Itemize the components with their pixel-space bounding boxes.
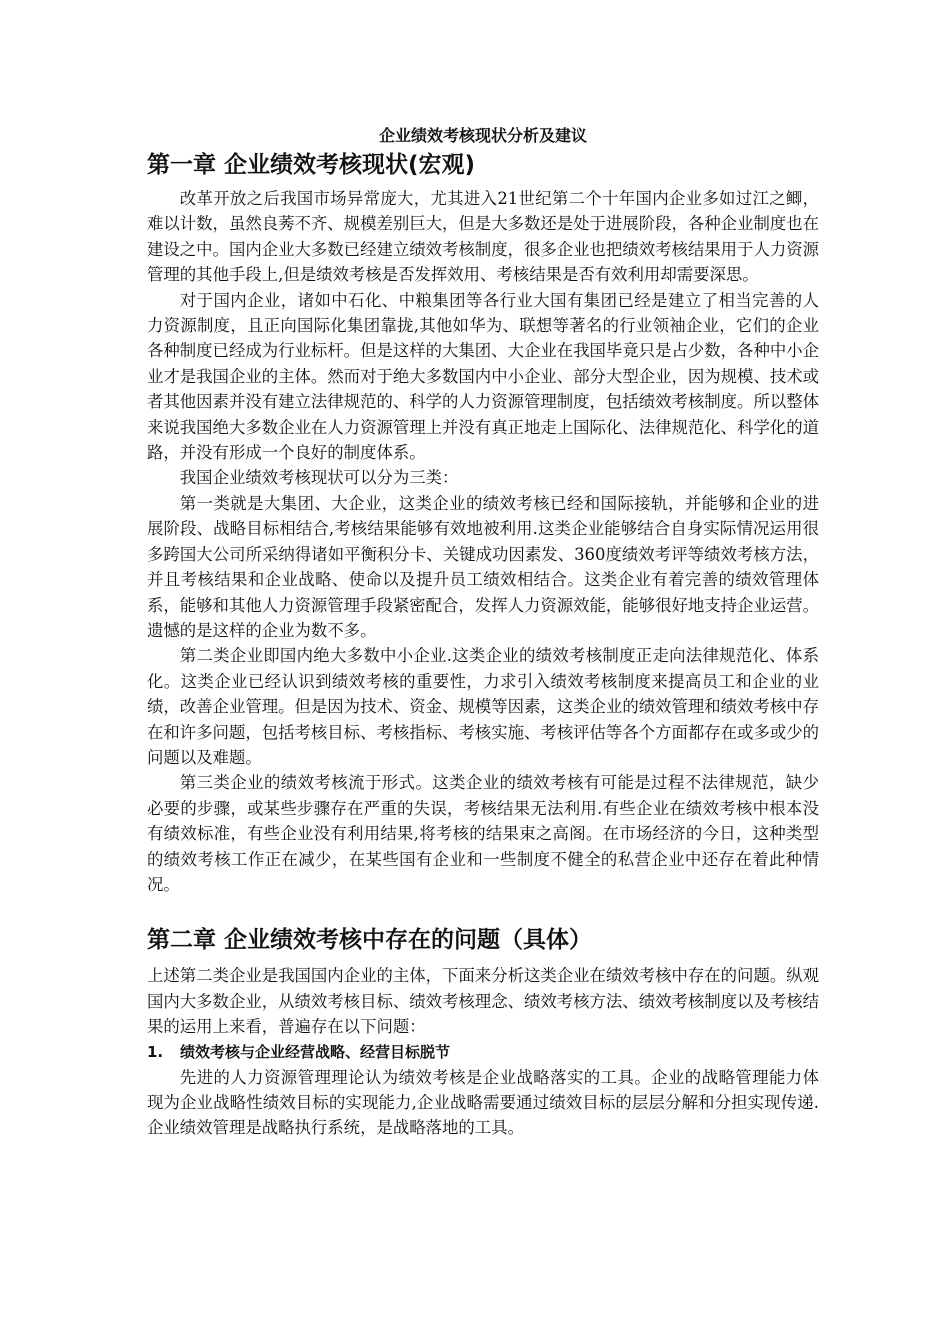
chapter-1-paragraph-1: 改革开放之后我国市场异常庞大，尤其进入21世纪第二个十年国内企业多如过江之鲫，难以计数，虽然良莠不齐、规模差别巨大，但是大多数还是处于进展阶段，各种企业制度也在建设之中。国内企业大多数已经建立绩效考核制度，很多企业也把绩效考核结果用于人力资源管理的其他手段上,但是绩效考核是否发挥效用、考核结果是否有效利用却需要深思。	[147, 189, 820, 285]
section-1-heading	[147, 1040, 819, 1065]
section-1-number: 1.	[147, 1042, 164, 1061]
chapter-1-paragraph-3: 我国企业绩效考核现状可以分为三类：	[179, 468, 459, 488]
chapter-2-intro: 上述第二类企业是我国国内企业的主体，下面来分析这类企业在绩效考核中存在的问题。纵观国内大多数企业，从绩效考核目标、绩效考核理念、绩效考核方法、绩效考核制度以及考核结果的运用上来看，普遍存在以下问题：	[147, 966, 820, 1037]
section-1-paragraph: 先进的人力资源管理理论认为绩效考核是企业战略落实的工具。企业的战略管理能力体现为企业战略性绩效目标的实现能力,企业战略需要通过绩效目标的层层分解和分担实现传递.企业绩效管理是战略执行系统，是战略落地的工具。	[147, 1067, 819, 1138]
chapter-1-paragraph-5: 第二类企业即国内绝大多数中小企业.这类企业的绩效考核制度正走向法律规范化、体系化。这类企业已经认识到绩效考核的重要性，力求引入绩效考核制度来提高员工和企业的业绩，改善企业管理。但是因为技术、资金、规模等因素，这类企业的绩效管理和绩效考核中存在和许多问题，包括考核目标、考核指标、考核实施、考核评估等各个方面都存在或多或少的问题以及难题。	[147, 646, 820, 767]
chapter-1-heading: 第一章 企业绩效考核现状(宏观)	[147, 152, 476, 178]
chapter-1-paragraph-4: 第一类就是大集团、大企业，这类企业的绩效考核已经和国际接轨，并能够和企业的进展阶段、战略目标相结合,考核结果能够有效地被利用.这类企业能够结合自身实际情况运用很多跨国大公司所采纳得诸如平衡积分卡、关键成功因素发、360度绩效考评等绩效考核方法，并且考核结果和企业战略、使命以及提升员工绩效相结合。这类企业有着完善的绩效管理体系，能够和其他人力资源管理手段紧密配合，发挥人力资源效能，能够很好地支持企业运营。遗憾的是这样的企业为数不多。	[147, 493, 820, 640]
document-title: 企业绩效考核现状分析及建议	[378, 126, 587, 145]
section-1-title: 绩效考核与企业经营战略、经营目标脱节	[180, 1042, 451, 1061]
chapter-1-paragraph-6: 第三类企业的绩效考核流于形式。这类企业的绩效考核有可能是过程不法律规范，缺少必要的步骤，或某些步骤存在严重的失误，考核结果无法利用.有些企业在绩效考核中根本没有绩效标准，有些企业没有利用结果,将考核的结果束之高阁。在市场经济的今日，这种类型的绩效考核工作正在减少，在某些国有企业和一些制度不健全的私营企业中还存在着此种情况。	[147, 773, 819, 894]
chapter-1-paragraph-2: 对于国内企业，诸如中石化、中粮集团等各行业大国有集团已经是建立了相当完善的人力资源制度，且正向国际化集团靠拢,其他如华为、联想等著名的行业领袖企业，它们的企业各种制度已经成为行业标杆。但是这样的大集团、大企业在我国毕竟只是占少数，各种中小企业才是我国企业的主体。然而对于绝大多数国内中小企业、部分大型企业，因为规模、技术或者其他因素并没有建立法律规范的、科学的人力资源管理制度，包括绩效考核制度。所以整体来说我国绝大多数企业在人力资源管理上并没有真正地走上国际化、法律规范化、科学化的道路，并没有形成一个良好的制度体系。	[147, 290, 820, 463]
document-page	[147, 124, 819, 1141]
chapter-2-heading: 第二章 企业绩效考核中存在的问题（具体）	[147, 927, 593, 954]
